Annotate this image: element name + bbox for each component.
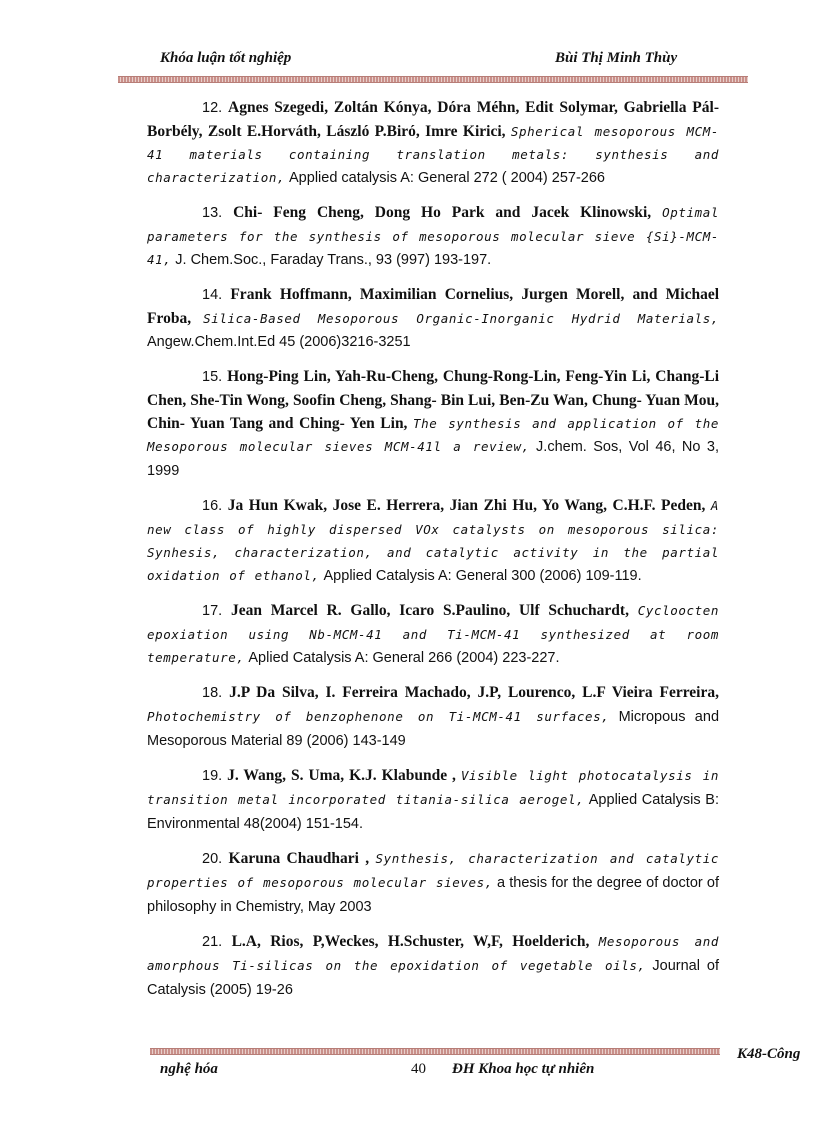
reference-title: Cycloocten epoxiation using Nb-MCM-41 and Ti-MCM-41 synthesized at room temperature, — [147, 603, 719, 665]
reference-authors: J. Wang, S. Uma, K.J. Klabunde , — [227, 767, 456, 784]
reference-number: 19. — [202, 768, 223, 784]
reference-authors: Frank Hoffmann, Maximilian Cornelius, Jurgen Morell, and Michael Froba, — [147, 286, 720, 327]
reference-item — [147, 930, 719, 1002]
reference-list — [147, 96, 719, 1013]
reference-title: Photochemistry of benzophenone on Ti-MCM-41 surfaces, — [147, 709, 610, 724]
reference-authors: Ja Hun Kwak, Jose E. Herrera, Jian Zhi Hu, Yo Wang, C.H.F. Peden, — [227, 497, 706, 514]
reference-title: Visible light photocatalysis in transition metal incorporated titania-silica aerogel, — [147, 768, 720, 807]
footer-university: ĐH Khoa học tự nhiên — [452, 1061, 595, 1077]
reference-item — [147, 764, 719, 836]
reference-title: A new class of highly dispersed VOx catalysts on mesoporous silica: Synhesis, characterization, and catalytic activity in the partial oxidation of ethanol, — [147, 498, 720, 583]
reference-number: 20. — [202, 851, 223, 867]
reference-number: 12. — [202, 100, 223, 116]
reference-item — [147, 201, 719, 272]
header-divider — [118, 76, 748, 83]
reference-authors: L.A, Rios, P,Weckes, H.Schuster, W,F, Hoelderich, — [231, 933, 590, 950]
reference-authors: Karuna Chaudhari , — [228, 850, 370, 867]
reference-item — [147, 96, 719, 190]
header-author-left: Khóa luận tốt nghiệp — [160, 50, 292, 66]
reference-number: 16. — [202, 498, 223, 514]
reference-number: 14. — [202, 287, 223, 303]
reference-item — [147, 847, 719, 919]
reference-authors: J.P Da Silva, I. Ferreira Machado, J.P, Lourenco, L.F Vieira Ferreira, — [229, 684, 719, 701]
reference-source: Aplied Catalysis A: General 266 (2004) 223-227. — [248, 650, 560, 666]
reference-title: Silica-Based Mesoporous Organic-Inorganic Hydrid Materials, — [203, 311, 719, 326]
reference-title: The synthesis and application of the Mesoporous molecular sieves MCM-41l a review, — [147, 416, 720, 454]
reference-title: Mesoporous and amorphous Ti-silicas on the epoxidation of vegetable oils, — [147, 934, 720, 973]
reference-authors: Agnes Szegedi, Zoltán Kónya, Dóra Méhn, Edit Solymar, Gabriella Pál- Borbély, Zsolt E.Horváth, László P.Biró, Imre Kirici, — [147, 99, 719, 140]
reference-item — [147, 681, 719, 753]
reference-source: Angew.Chem.Int.Ed 45 (2006)3216-3251 — [147, 334, 411, 350]
reference-source: Applied Catalysis B: Environmental 48(2004) 151-154. — [147, 792, 720, 832]
footer-class-left: nghệ hóa — [160, 1061, 218, 1077]
reference-item — [147, 494, 719, 588]
reference-item — [147, 599, 719, 670]
reference-title: Synthesis, characterization and catalytic properties of mesoporous molecular sieves, — [147, 851, 719, 890]
reference-number: 17. — [202, 603, 223, 619]
reference-source: J. Chem.Soc., Faraday Trans., 93 (997) 193-197. — [175, 252, 492, 268]
reference-source: Applied catalysis A: General 272 ( 2004) 257-266 — [289, 170, 605, 186]
reference-title: Optimal parameters for the synthesis of mesoporous molecular sieve {Si}-MCM-41, — [147, 205, 719, 267]
reference-authors: Jean Marcel R. Gallo, Icaro S.Paulino, Ulf Schuchardt, — [230, 602, 629, 619]
reference-number: 13. — [202, 205, 223, 221]
reference-source: Micropous and Mesoporous Material 89 (2006) 143-149 — [147, 709, 720, 749]
reference-number: 18. — [202, 685, 223, 701]
reference-title: Spherical mesoporous MCM-41 materials containing translation metals: synthesis and characterization, — [147, 124, 719, 185]
reference-authors: Hong-Ping Lin, Yah-Ru-Cheng, Chung-Rong-Lin, Feng-Yin Li, Chang-Li Chen, She-Tin Wong, Soofin Cheng, Shang- Bin Lui, Ben-Zu Wan, Chung- Yuan Mou, Chin- Yuan Tang and Ching- Yen Lin, — [147, 368, 720, 432]
reference-source: Applied Catalysis A: General 300 (2006) 109-119. — [323, 568, 642, 584]
footer-divider — [150, 1048, 720, 1055]
footer-class-right: K48-Công — [737, 1046, 801, 1062]
reference-item — [147, 283, 719, 354]
reference-source: Journal of Catalysis (2005) 19-26 — [147, 958, 719, 998]
reference-authors: Chi- Feng Cheng, Dong Ho Park and Jacek Klinowski, — [233, 204, 652, 221]
reference-item — [147, 365, 719, 483]
reference-number: 21. — [202, 934, 223, 950]
reference-source: a thesis for the degree of doctor of philosophy in Chemistry, May 2003 — [147, 875, 720, 915]
reference-number: 15. — [202, 369, 223, 385]
reference-source: J.chem. Sos, Vol 46, No 3, 1999 — [147, 439, 719, 479]
page-number: 40 — [411, 1061, 426, 1077]
header-author-right: Bùi Thị Minh Thùy — [555, 50, 678, 66]
